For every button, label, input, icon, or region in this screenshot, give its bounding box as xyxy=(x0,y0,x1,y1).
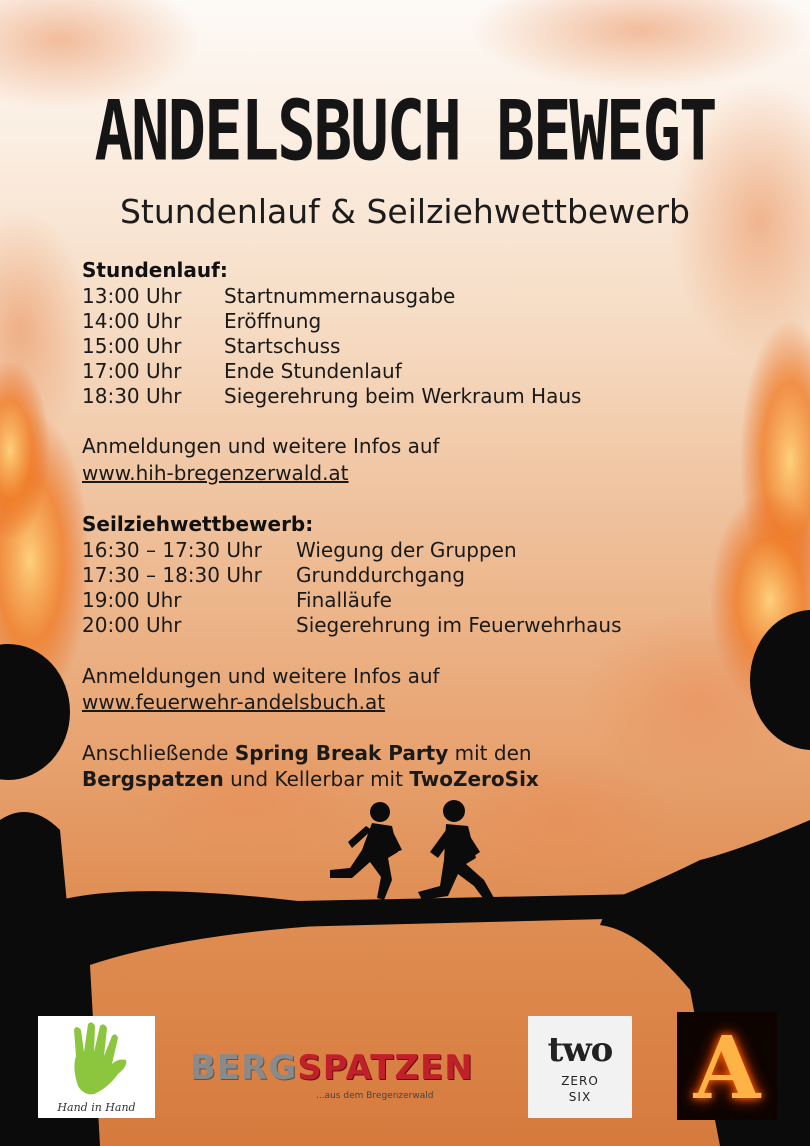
bergspatzen-logo-text: SPATZEN xyxy=(297,1048,474,1088)
schedule-event: Eröffnung xyxy=(224,309,322,333)
schedule-event: Wiegung der Gruppen xyxy=(296,538,517,562)
party-text: mit den xyxy=(448,741,532,765)
schedule-time: 17:30 – 18:30 Uhr xyxy=(82,563,262,587)
schedule-time: 16:30 – 17:30 Uhr xyxy=(82,538,262,562)
left-head-silhouette xyxy=(0,644,70,780)
right-head-silhouette xyxy=(750,610,810,750)
schedule-event: Siegerehrung beim Werkraum Haus xyxy=(224,384,582,408)
seilziehen-info-text: Anmeldungen und weitere Infos auf xyxy=(82,664,440,688)
schedule-time: 15:00 Uhr xyxy=(82,334,182,358)
schedule-event: Startschuss xyxy=(224,334,341,358)
party-text: Anschließende xyxy=(82,741,235,765)
twozerosix-logo-text: SIX xyxy=(568,1090,592,1104)
bergspatzen-tagline: ...aus dem Bregenzerwald xyxy=(316,1091,434,1101)
schedule-time: 19:00 Uhr xyxy=(82,588,182,612)
schedule-event: Finalläufe xyxy=(296,588,392,612)
party-highlight: Spring Break Party xyxy=(234,741,449,765)
schedule-time: 17:00 Uhr xyxy=(82,359,182,383)
feuerwehr-a-logo xyxy=(677,1012,777,1120)
twozerosix-logo-text: two xyxy=(547,1030,613,1070)
schedule-time: 14:00 Uhr xyxy=(82,309,182,333)
runner-child-silhouette xyxy=(330,802,402,900)
rope-silhouette xyxy=(250,894,645,928)
flaming-a-icon: A xyxy=(693,1018,761,1119)
twozerosix-logo-text: ZERO xyxy=(561,1074,599,1088)
schedule-event: Grunddurchgang xyxy=(296,563,465,587)
stundenlauf-heading: Stundenlauf: xyxy=(82,258,228,282)
stundenlauf-info-text: Anmeldungen und weitere Infos auf xyxy=(82,434,440,458)
seilziehen-link[interactable]: www.feuerwehr-andelsbuch.at xyxy=(82,690,386,714)
bergspatzen-logo xyxy=(190,1048,474,1088)
poster-title: ANDELSBUCH BEWEGT xyxy=(94,84,716,181)
schedule-event: Startnummernausgabe xyxy=(224,284,456,308)
party-highlight: TwoZeroSix xyxy=(409,767,539,791)
stundenlauf-link[interactable]: www.hih-bregenzerwald.at xyxy=(82,461,349,485)
bergspatzen-logo-text: BERG xyxy=(190,1048,298,1088)
poster-subtitle: Stundenlauf & Seilziehwettbewerb xyxy=(119,192,691,231)
runner-adult-silhouette xyxy=(418,800,494,902)
schedule-time: 20:00 Uhr xyxy=(82,613,182,637)
schedule-time: 18:30 Uhr xyxy=(82,384,182,408)
schedule-event: Siegerehrung im Feuerwehrhaus xyxy=(296,613,622,637)
hand-in-hand-text: Hand in Hand xyxy=(57,1101,136,1114)
schedule-event: Ende Stundenlauf xyxy=(224,359,402,383)
seilziehen-heading: Seilziehwettbewerb: xyxy=(82,512,314,536)
party-highlight: Bergspatzen xyxy=(82,767,224,791)
hand-in-hand-logo xyxy=(38,1016,155,1118)
party-text: und Kellerbar mit xyxy=(223,767,410,791)
twozerosix-logo xyxy=(528,1016,632,1118)
schedule-time: 13:00 Uhr xyxy=(82,284,182,308)
